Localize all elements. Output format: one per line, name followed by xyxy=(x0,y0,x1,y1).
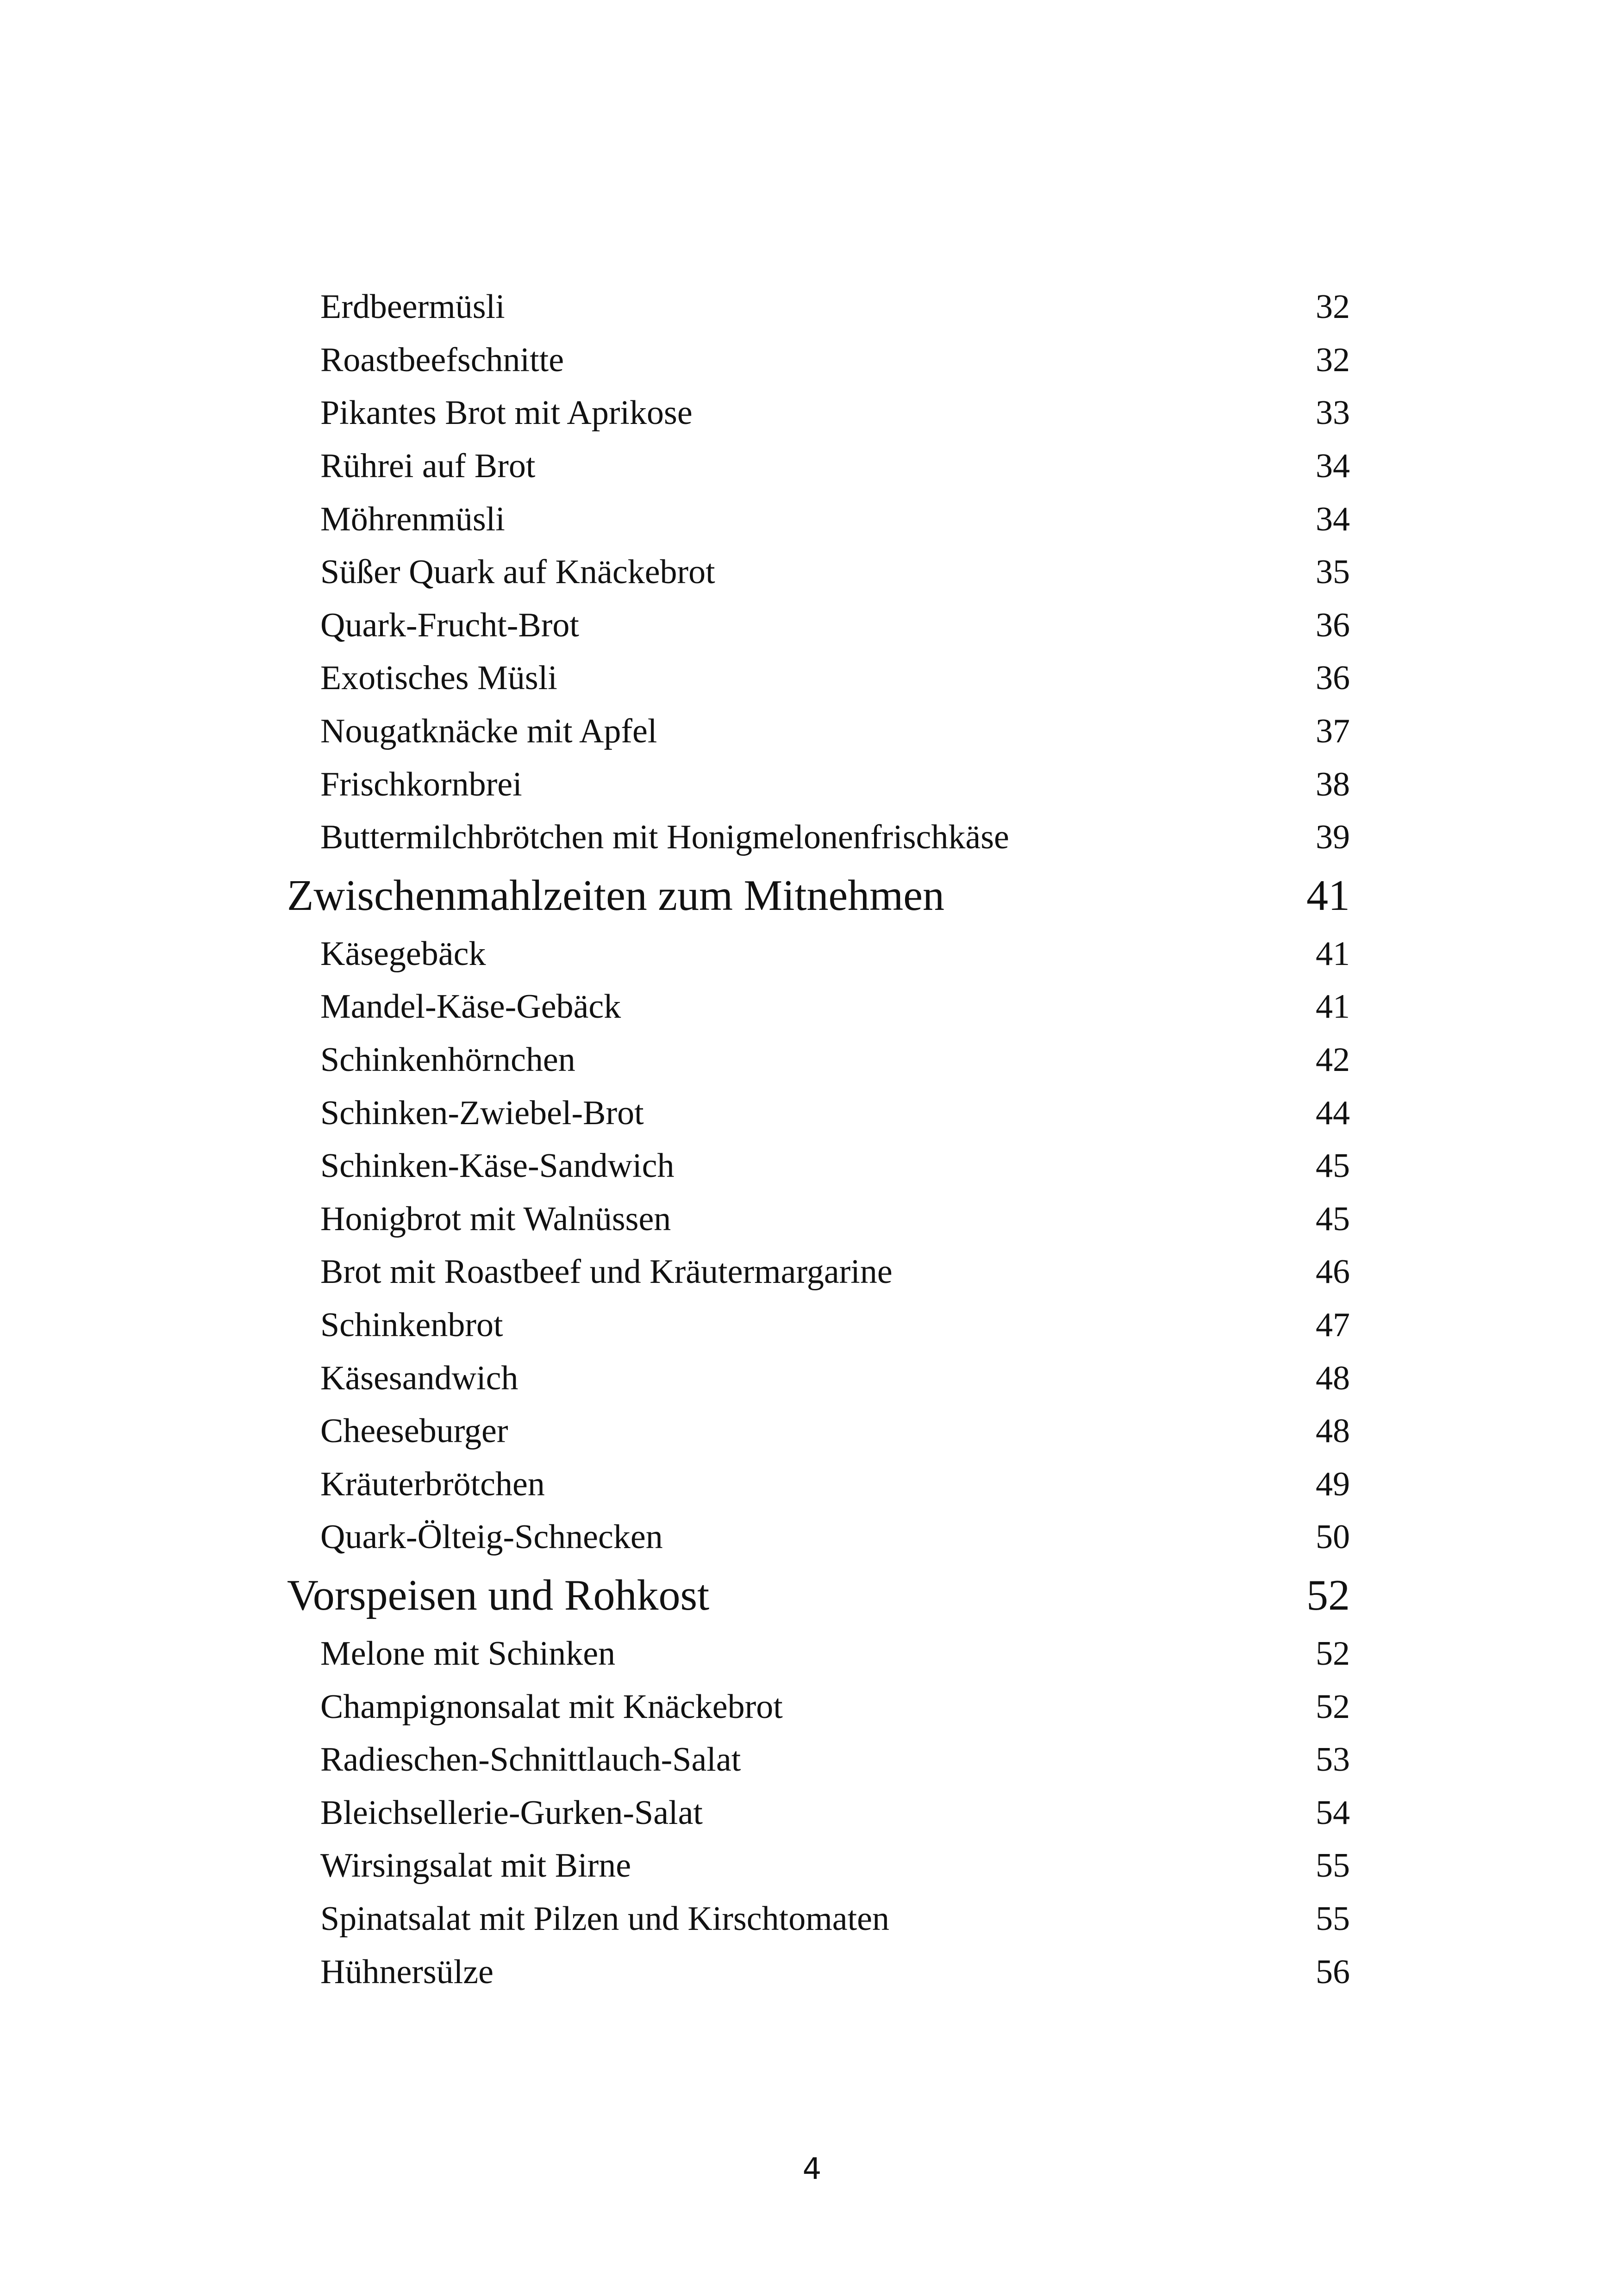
toc-entry-page: 48 xyxy=(1316,1412,1350,1450)
toc-entry-page: 55 xyxy=(1316,1847,1350,1885)
toc-entry-title: Käsegebäck xyxy=(320,934,486,973)
toc-entry-page: 48 xyxy=(1316,1359,1350,1397)
table-of-contents xyxy=(287,280,1350,1998)
toc-entry[interactable] xyxy=(287,927,1350,981)
toc-entry-page: 55 xyxy=(1316,1899,1350,1938)
toc-entry[interactable] xyxy=(287,758,1350,811)
toc-entry-page: 34 xyxy=(1316,500,1350,538)
toc-entry[interactable] xyxy=(287,1945,1350,1998)
toc-entry[interactable] xyxy=(287,1139,1350,1193)
toc-entry[interactable] xyxy=(287,652,1350,705)
toc-entry-page: 47 xyxy=(1316,1306,1350,1344)
toc-entry[interactable] xyxy=(287,1839,1350,1892)
toc-entry[interactable] xyxy=(287,1892,1350,1946)
toc-entry[interactable] xyxy=(287,1405,1350,1458)
toc-entry-page: 52 xyxy=(1316,1687,1350,1726)
toc-entry-page: 42 xyxy=(1316,1041,1350,1079)
toc-entry-page: 36 xyxy=(1316,606,1350,644)
toc-entry-title: Melone mit Schinken xyxy=(320,1634,616,1673)
toc-entry-title: Vorspeisen und Rohkost xyxy=(287,1571,710,1620)
toc-entry-page: 41 xyxy=(1306,871,1350,920)
toc-entry-title: Spinatsalat mit Pilzen und Kirschtomaten xyxy=(320,1899,890,1938)
toc-entry-title: Hühnersülze xyxy=(320,1953,493,1991)
toc-entry-page: 45 xyxy=(1316,1200,1350,1238)
toc-entry-title: Honigbrot mit Walnüssen xyxy=(320,1200,671,1238)
toc-entry-page: 44 xyxy=(1316,1094,1350,1132)
toc-entry-page: 32 xyxy=(1316,341,1350,379)
toc-entry[interactable] xyxy=(287,492,1350,546)
toc-entry[interactable] xyxy=(287,1351,1350,1405)
toc-entry-title: Schinkenhörnchen xyxy=(320,1041,575,1079)
toc-entry[interactable] xyxy=(287,334,1350,387)
toc-entry[interactable] xyxy=(287,1786,1350,1839)
toc-entry-title: Rührei auf Brot xyxy=(320,447,536,485)
toc-entry[interactable] xyxy=(287,280,1350,334)
toc-entry[interactable] xyxy=(287,440,1350,493)
toc-entry-page: 41 xyxy=(1316,934,1350,973)
toc-entry-title: Frischkornbrei xyxy=(320,765,522,803)
toc-entry[interactable] xyxy=(287,1086,1350,1139)
toc-entry-page: 52 xyxy=(1316,1634,1350,1673)
toc-entry[interactable] xyxy=(287,811,1350,864)
toc-entry-title: Erdbeermüsli xyxy=(320,288,505,326)
toc-entry-title: Möhrenmüsli xyxy=(320,500,505,538)
toc-entry[interactable] xyxy=(287,980,1350,1033)
toc-entry-title: Roastbeefschnitte xyxy=(320,341,564,379)
toc-entry-title: Käsesandwich xyxy=(320,1359,518,1397)
toc-entry-page: 37 xyxy=(1316,712,1350,751)
toc-entry-title: Bleichsellerie-Gurken-Salat xyxy=(320,1793,703,1832)
toc-entry-title: Buttermilchbrötchen mit Honigmelonenfrischkäse xyxy=(320,818,1009,857)
toc-entry-page: 38 xyxy=(1316,765,1350,803)
toc-entry-title: Quark-Ölteig-Schnecken xyxy=(320,1518,663,1556)
toc-entry-page: 54 xyxy=(1316,1793,1350,1832)
toc-section-entry[interactable] xyxy=(287,1564,1350,1627)
toc-entry-title: Quark-Frucht-Brot xyxy=(320,606,579,644)
toc-entry-title: Wirsingsalat mit Birne xyxy=(320,1847,631,1885)
toc-entry[interactable] xyxy=(287,599,1350,652)
toc-entry-title: Schinken-Käse-Sandwich xyxy=(320,1147,675,1185)
toc-entry[interactable] xyxy=(287,546,1350,599)
toc-entry-title: Schinkenbrot xyxy=(320,1306,503,1344)
toc-entry-page: 45 xyxy=(1316,1147,1350,1185)
toc-entry-title: Brot mit Roastbeef und Kräutermargarine xyxy=(320,1253,893,1291)
toc-entry-title: Zwischenmahlzeiten zum Mitnehmen xyxy=(287,871,945,920)
toc-entry-page: 33 xyxy=(1316,394,1350,432)
toc-entry-page: 36 xyxy=(1316,659,1350,697)
toc-entry-page: 35 xyxy=(1316,553,1350,591)
toc-entry[interactable] xyxy=(287,1680,1350,1733)
toc-entry-page: 53 xyxy=(1316,1741,1350,1779)
toc-entry-title: Pikantes Brot mit Aprikose xyxy=(320,394,693,432)
toc-entry-title: Champignonsalat mit Knäckebrot xyxy=(320,1687,783,1726)
toc-entry-title: Radieschen-Schnittlauch-Salat xyxy=(320,1741,741,1779)
toc-entry-title: Süßer Quark auf Knäckebrot xyxy=(320,553,715,591)
toc-entry-page: 41 xyxy=(1316,988,1350,1026)
toc-entry-page: 56 xyxy=(1316,1953,1350,1991)
toc-entry[interactable] xyxy=(287,1511,1350,1564)
toc-entry[interactable] xyxy=(287,1299,1350,1352)
toc-entry-title: Exotisches Müsli xyxy=(320,659,557,697)
toc-entry[interactable] xyxy=(287,1033,1350,1087)
toc-section-entry[interactable] xyxy=(287,864,1350,927)
toc-entry-page: 49 xyxy=(1316,1465,1350,1503)
toc-entry-page: 39 xyxy=(1316,818,1350,857)
toc-entry-title: Kräuterbrötchen xyxy=(320,1465,545,1503)
toc-entry-title: Schinken-Zwiebel-Brot xyxy=(320,1094,644,1132)
toc-entry[interactable] xyxy=(287,1627,1350,1680)
toc-entry-page: 46 xyxy=(1316,1253,1350,1291)
toc-entry-page: 34 xyxy=(1316,447,1350,485)
toc-entry-page: 52 xyxy=(1306,1571,1350,1620)
toc-entry[interactable] xyxy=(287,1245,1350,1299)
toc-entry[interactable] xyxy=(287,386,1350,440)
page-number: 4 xyxy=(802,2152,822,2186)
toc-entry[interactable] xyxy=(287,1193,1350,1246)
toc-entry-title: Nougatknäcke mit Apfel xyxy=(320,712,657,751)
toc-entry[interactable] xyxy=(287,1457,1350,1511)
toc-entry-title: Cheeseburger xyxy=(320,1412,508,1450)
toc-entry[interactable] xyxy=(287,705,1350,758)
toc-entry-page: 50 xyxy=(1316,1518,1350,1556)
toc-entry-page: 32 xyxy=(1316,288,1350,326)
toc-entry[interactable] xyxy=(287,1733,1350,1786)
toc-entry-title: Mandel-Käse-Gebäck xyxy=(320,988,621,1026)
